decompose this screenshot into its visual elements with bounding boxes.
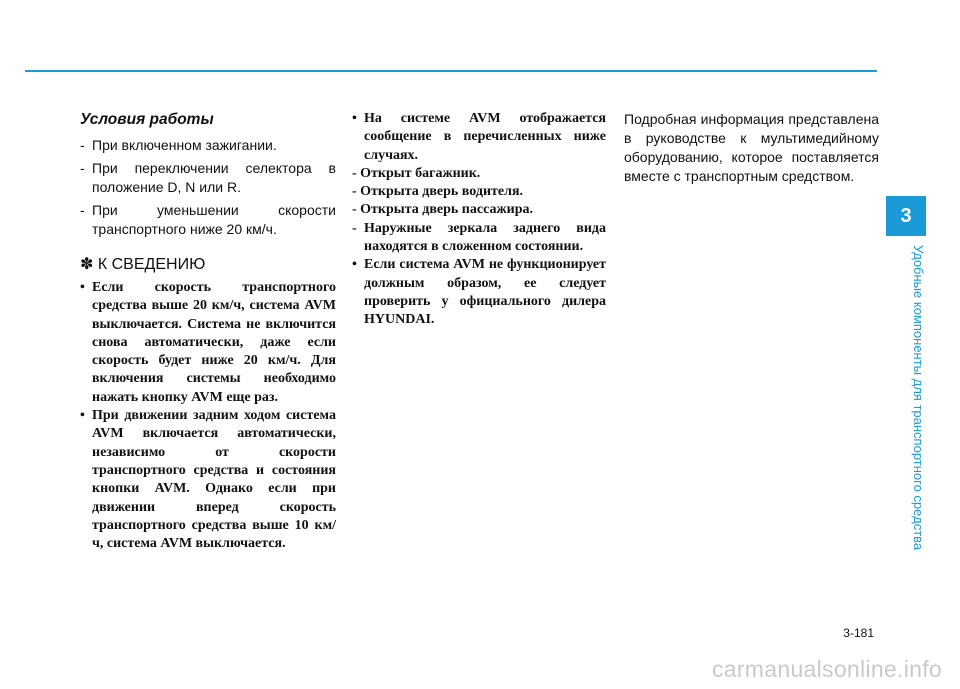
case-mirrors: - Наружные зеркала заднего вида находятся в сложенном состоянии. (352, 220, 606, 255)
column-3 (624, 110, 879, 186)
dash-mark: - (80, 137, 85, 153)
watermark: carmanualsonline.info (711, 656, 942, 682)
bullet-mark: • (352, 111, 357, 126)
dash-mark: - (80, 202, 85, 218)
page-number: 3-181 (843, 626, 874, 640)
chapter-title: Удобные компоненты для транспортного средства (911, 245, 926, 551)
case-trunk: - Открыт багажник. (352, 165, 481, 181)
bullet-mark: • (352, 257, 357, 273)
chapter-number-badge: 3 (886, 196, 926, 236)
list-item: - При уменьшении скорости транспортного ниже 20 км/ч. (80, 202, 336, 237)
column-2 (352, 110, 606, 330)
note-item: • При движении задним ходом система AVM включается автоматически, независимо от скорости транспортного средства и состояния кнопки AVM. Однако если при движении вперед скорость транспортного средства выше 10 км/ч, система AVM выключается. (80, 408, 336, 552)
avm-message-intro: • На системе AVM отображается сообщение в перечисленных ниже случаях. (352, 111, 606, 163)
case-passenger-door: - Открыта дверь пассажира. (352, 202, 533, 218)
dash-mark: - (80, 160, 85, 176)
dash-mark: - (352, 220, 357, 236)
note-title: ✽ К СВЕДЕНИЮ (80, 256, 206, 273)
bullet-mark: • (80, 280, 85, 295)
conditions-list (80, 136, 336, 239)
conditions-heading: Условия работы (80, 111, 214, 128)
avm-malfunction-note: • Если система AVM не функционирует должным образом, ее следует проверить у официального дилера HYUNDAI. (352, 257, 606, 328)
case-driver-door: - Открыта дверь водителя. (352, 184, 524, 200)
list-item: - При переключении селектора в положение D, N или R. (80, 160, 336, 195)
note-item: • Если скорость транспортного средства выше 20 км/ч, система AVM выключается. Система не включится снова автоматически, даже если скорость будет ниже 20 км/ч. Для включения системы необходимо нажать кнопку AVM еще раз. (80, 280, 336, 405)
list-item: - При включенном зажигании. (80, 137, 277, 153)
multimedia-reference-text: Подробная информация представлена в руководстве к мультимедийному оборудованию, которое поставляется вместе с транспортным средством. (624, 111, 879, 184)
column-1 (80, 110, 336, 553)
bullet-mark: • (80, 408, 85, 424)
top-rule (25, 70, 877, 72)
